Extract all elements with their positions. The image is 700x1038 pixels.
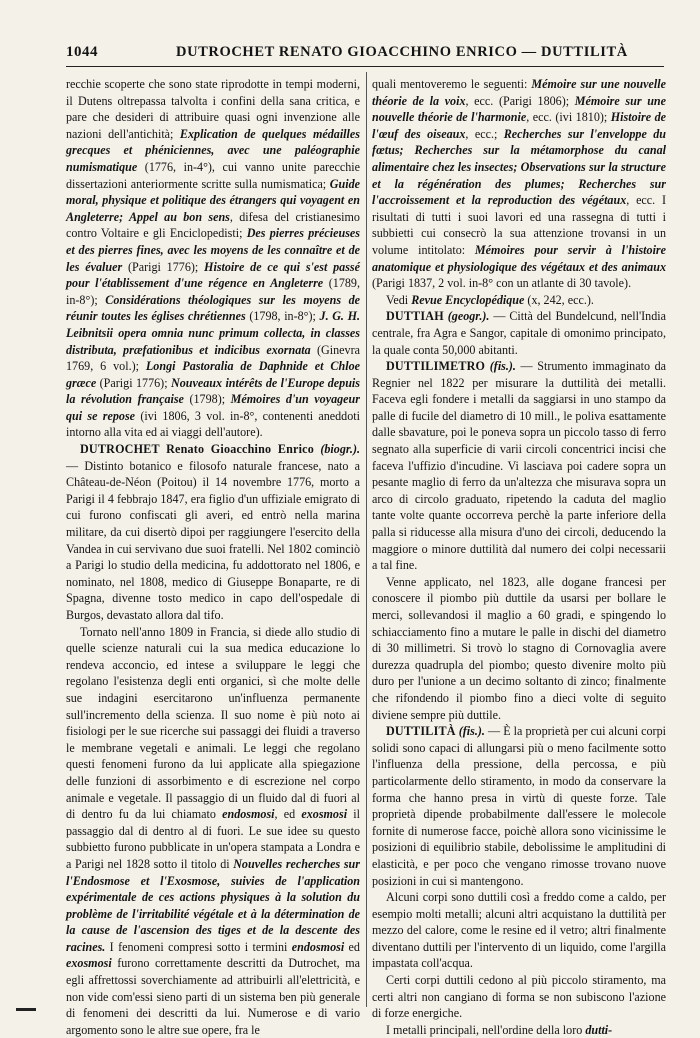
text-run: il passaggio dal di dentro al di fuori. Le sue idee su questo subbietto furono pubblicate in un'opera stampata a Londra e a Parigi nel 1828 sotto il titolo di (66, 807, 360, 871)
italic-run: (fis.). (455, 724, 485, 739)
italic-run: (geogr.). (443, 309, 490, 324)
text-run: furono correttamente descritti da Dutrochet, ma egli affrettossi soverchiamente ad attribuirli all'elettricità, e non vide com'essi sieno parti di un sistema ben più generale di fenomeni dei descritti da lui. Numerose e di vario argomento sono le altre sue opere, fra le (66, 956, 360, 1037)
entry-duttilita (372, 723, 666, 889)
text-run: recchie scoperte che sono state riprodotte in tempi moderni, il Dutens oltrepassa talvolta i confini della sana critica, e pare che desideri di attribuire quasi ogni invenzione alle nazioni dell'antichità; (66, 77, 360, 141)
text-run: (Parigi 1776); (122, 259, 205, 274)
text-run: Venne applicato, nel 1823, alle dogane francesi per conoscere il piombo più duttile da usarsi per bollare le merci, sollevandosi il maglio a 60 gradi, e spingendo lo schiacciamento fino a mutare le palle in dischi del diametro di 30 millimetri. Si trovò lo stagno di Cornovaglia avere durezza quadrupla del piombo; questo divenire molto più duro per l'unione a un decimo soltanto di zinco; finalmente che rifondendo il piombo fino a dieci volte di seguito diviene sempre più duttile. (372, 574, 666, 722)
text-run: , ecc. (ivi 1810); (526, 110, 611, 125)
text-run: — È la proprietà per cui alcuni corpi solidi sono capaci di allungarsi più o meno facilmente sotto l'influenza della pressione, della percossa, e più particolarmente dello stiramento, in modo da conservare la forma che hanno presa in virtù di queste forze. Tale proprietà dipende probabilmente dall'essere le molecole fornite di numerose facce, poichè allora sono vicinissime le posizioni di equilibrio stabile, debolissime le amplitudini di elasticità, e per poco che vengano rimosse trovano nuove posizioni in cui si mantengono. (372, 724, 666, 888)
entry-headword: DUTTILIMETRO (386, 359, 486, 374)
paragraph (372, 889, 666, 972)
text-run: (1789, in-8°); (66, 276, 360, 307)
italic-run: J. G. H. Leibnitsii opera omnia nunc primum collecta, in classes distributa, præfationibus et indicibus exornata (66, 309, 360, 357)
text-run: ed (344, 939, 360, 954)
italic-run: Explication de quelques médailles grecques et phéniciennes, avec une paléographie numismatique (66, 126, 360, 174)
text-run: (ivi 1806, 3 vol. in-8°, contenenti aneddoti intorno alla vita ed ai viaggi dell'autore). (66, 408, 360, 440)
paragraph (372, 76, 666, 292)
italic-run: Mémoire sur une nouvelle théorie de l'harmonie (372, 93, 667, 125)
italic-run: Guide moral, physique et politique des étrangers qui voyagent en Angleterre; Appel au bon sens (66, 176, 360, 224)
text-run: , ecc.; (465, 126, 504, 141)
text-run: (x, 242, ecc.). (524, 292, 594, 307)
italic-run: (fis.). (485, 359, 516, 374)
text-run: , difesa del cristianesimo contro Voltaire e gli Enciclopedisti; (66, 209, 360, 241)
paragraph (372, 574, 666, 723)
paragraph (66, 76, 360, 441)
text-run: , ecc. I risultati di tutti i suoi lavori ed una rassegna di tutti i subbietti cui consecrò la sua attenzione trovansi in un volume intitolato: (372, 193, 667, 257)
italic-run: Recherches sur l'enveloppe du fœtus; Recherches sur la métamorphose du canal alimentaire chez les insectes; Observations sur la structure et la régénération des plumes; Recherches sur l'accroissement et la reproduction des végétaux (372, 126, 666, 208)
entry-headword: DUTTIAH (386, 309, 444, 324)
running-header (66, 44, 664, 67)
entry-duttiah (372, 308, 666, 358)
page-number: 1044 (66, 44, 98, 60)
italic-run: Considérations théologiques sur les moyens de réunir toutes les églises chrétiennes (66, 292, 360, 324)
italic-run: Mémoires d'un voyageur qui se repose (66, 392, 360, 423)
text-run: Alcuni corpi sono duttili così a freddo come a caldo, per esempio molti metalli; alcuni altri acquistano la duttilità per mezzo del calore, come le resine ed il vetro; altri finalmente diventano duttili per l'intervento di un liquido, come l'argilla impastata coll'acqua. (372, 890, 666, 971)
text-run: (1798, in-8°); (245, 309, 320, 324)
italic-run: endosmosi (291, 939, 345, 954)
text-run: (Parigi 1837, 2 vol. in-8° con un atlante di 30 tavole). (372, 276, 632, 291)
entry-duttilimetro (372, 358, 666, 574)
text-run: Vedi (386, 292, 412, 307)
text-run: (Ginevra 1769, 6 vol.); (66, 342, 360, 374)
italic-run: (biogr.). (313, 442, 360, 457)
right-column (372, 76, 666, 1038)
paragraph (66, 624, 360, 1038)
italic-run: Nouveaux intérêts de l'Europe depuis la révolution française (66, 375, 360, 407)
text-run: quali mentoveremo le seguenti: (372, 77, 532, 91)
left-column (66, 76, 360, 1038)
text-run: , ed (274, 807, 302, 822)
text-run: I fenomeni compresi sotto i termini (105, 939, 292, 954)
italic-run: exosmosi (301, 807, 348, 822)
text-run: (1776, in-4°), cui vanno unite parecchie dissertazioni anteriormente scritte sulla numismatica; (66, 159, 360, 191)
italic-run: Mémoire sur une nouvelle théorie de la voix (372, 77, 666, 108)
text-run: , ecc. (Parigi 1806); (465, 93, 575, 108)
text-run: I metalli principali, nell'ordine della loro (386, 1022, 586, 1037)
italic-run: Longi Pastoralia de Daphnide et Chloe græce (66, 359, 360, 390)
column-divider (366, 72, 367, 1007)
text-run: (Parigi 1776); (96, 375, 171, 390)
text-run: Tornato nell'anno 1809 in Francia, si diede allo studio di quelle scienze naturali cui la sua medica educazione lo rendeva acconcio, ed intese a sviluppare le leggi che regolano l'esistenza degli enti organici, sì che molte delle sue indagini esercitarono un'influenza permanente sull'incremento della scienza. Il suo nome è più noto ai fisiologi per le sue ricerche sui passaggi dei fluidi a traverso le membrane vegetali e animali. Le leggi che regolano questi fenomeni furono da lui applicate alla spiegazione delle funzioni di assorbimento e di escrezione nel corpo animale e vegetale. Il passaggio di un fluido dal di fuori al di dentro fu da lui chiamato (66, 624, 360, 822)
paragraph (372, 972, 666, 1022)
text-run: — Distinto botanico e filosofo naturale francese, nato a Château-de-Néon (Poitou) il 14 novembre 1776, morto a Parigi il 4 febbrajo 1847, era figlio d'un uffiziale emigrato di cui furono confiscati gli averi, ed entrò nella marina militare, da cui disertò dipoi per raggiungere l'esercito della Vandea in cui servivano due suoi fratelli. Nel 1802 cominciò a Parigi lo studio della medicina, fu addottorato nel 1806, e nominato, nel 1808, medico di Giuseppe Bonaparte, re di Spagna, divenne tosto medico in capo dell'ospedale di Burgos, devastato allora dal tifo. (66, 458, 360, 622)
italic-run: exosmosi (66, 956, 112, 971)
italic-run: Revue Encyclopédique (411, 292, 525, 307)
entry-dutrochet (66, 441, 360, 624)
italic-run: Nouvelles recherches sur l'Endosmose et l'Exosmose, suivies de l'application expérimentale de ces actions physiques à la solution du problème de l'irritabilité végétale et à la détermination de la cause de l'ascension des tiges et de la descente des racines. (66, 856, 360, 954)
text-run: (1798); (183, 392, 231, 407)
italic-run: Histoire de ce qui s'est passé pour l'établissement d'une régence en Angleterre (66, 259, 360, 291)
italic-run: Des pierres précieuses et des pierres fines, avec les moyens de les connaître et de les évaluer (66, 226, 360, 274)
margin-mark (16, 1008, 36, 1011)
entry-headword: DUTTILITÀ (386, 724, 456, 739)
italic-run: Mémoires pour servir à l'histoire anatomique et physiologique des végétaux et des animaux (372, 242, 666, 274)
italic-run: Histoire de l'œuf des oiseaux (372, 110, 666, 141)
text-run: — Strumento immaginato da Regnier nel 1822 per misurare la duttilità dei metalli. Faceva egli fondere i metalli da saggiarsi in uno stampo da palle di fucile del diametro di 10 mill., le poliva esattamente dalle sbavature, poi le poneva sopra un piccolo tasso di ferro segnato alla superficie di varii circoli concentrici incisi che faceva l'uffizio d'incudine. Vi lasciava poi cadere sopra un pesante maglio di ferro da un'altezza che misurava sopra un arco di circolo graduato, ripetendo la caduta del maglio tante volte quante occorreva perchè la parte inferiore della palla si riducesse alla misura d'uno dei circoli, deducendo la maggiore o minore duttilità dal numero dei colpi necessarii a tal fine. (372, 359, 667, 573)
running-title: DUTROCHET RENATO GIOACCHINO ENRICO — DUTTILITÀ (176, 44, 628, 60)
text-run: Certi corpi duttili cedono al più piccolo stiramento, ma certi altri non cangiano di forma se non subiscono l'azione di forze energiche. (372, 973, 666, 1021)
paragraph (372, 292, 666, 309)
italic-run: dutti- (585, 1022, 613, 1037)
entry-headword: DUTROCHET Renato Gioacchino Enrico (80, 442, 314, 457)
italic-run: endosmosi (222, 807, 275, 822)
text-run: — Città del Bundelcund, nell'India centrale, fra Agra e Sangor, capitale di omonimo principato, la quale conta 50,000 abitanti. (372, 309, 666, 357)
